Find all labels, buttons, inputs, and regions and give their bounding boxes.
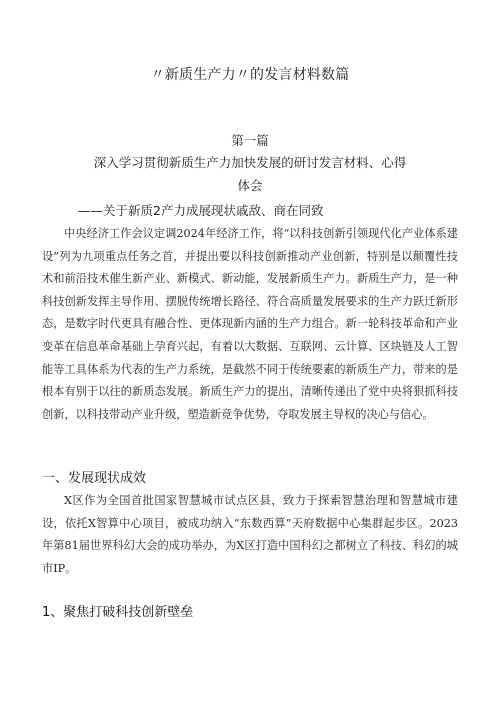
section-1-paragraph: X区作为全国首批国家智慧城市试点区县，致力于探索智慧治理和智慧城市建设，依托X智算中心项目，被成功纳入“东数西算”天府数据中心集群起步区。2023年第81届世界科幻大会的成功举办，为X区打造中国科幻之都树立了科技、科幻的城市IP。 <box>42 494 458 575</box>
part-label: 第一篇 <box>231 133 269 148</box>
subsection-1-heading: 1、聚焦打破科技创新壁垒 <box>42 605 194 620</box>
part-title-line-2: 体会 <box>237 178 263 193</box>
section-1-heading: 一、发展现状成效 <box>42 471 147 486</box>
intro-paragraph: 中央经济工作会议定调2024年经济工作，将“以科技创新引领现代化产业体系建设”列为九项重点任务之首，并提出要以科技创新推动产业创新，特别是以颠覆性技术和前沿技术催生新产业、新模式、新动能，发展新质生产力。新质生产力，是一种科技创新发挥主导作用、摆脱传统增长路径、符合高质量发展要求的生产力跃迁新形态，是数字时代更具有融合性、更体现新内涵的生产力组合。新一轮科技革命和产业变革在信息革命基础上孕育兴起，有着以大数据、互联网、云计算、区块链及人工智能等工具体系为代表的生产力系统，是截然不同于传统要素的新质生产力，带来的是根本有别于以往的新质态发展。新质生产力的提出，清晰传递出了党中央将狠抓科技创新，以科技带动产业升级，塑造新竞争优势，夺取发展主导权的决心与信心。 <box>42 227 458 421</box>
part-subtitle: ——关于新质2产力成展现状戚敌、商在同致 <box>78 203 324 218</box>
part-title-line-1: 深入学习贯彻新质生产力加快发展的研讨发言材料、心得 <box>93 155 407 170</box>
document-title: 〃新质生产力〃的发言材料数篇 <box>150 67 350 83</box>
